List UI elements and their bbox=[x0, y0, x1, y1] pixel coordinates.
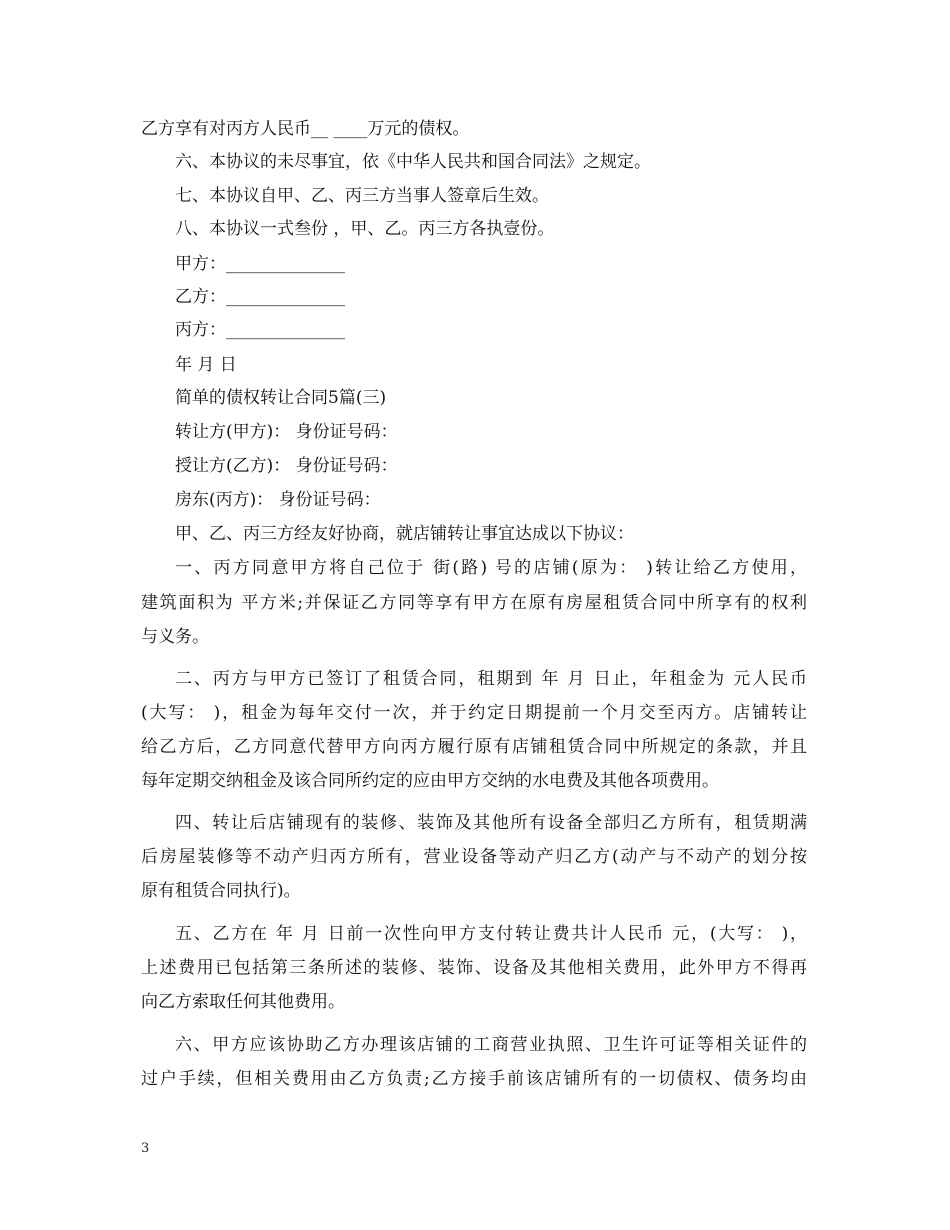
clause-5-line-3: 向乙方索取任何其他费用。 bbox=[141, 992, 345, 1012]
agreement-intro: 甲、乙、丙三方经友好协商，就店铺转让事宜达成以下协议： bbox=[175, 524, 634, 544]
page-number: 3 bbox=[141, 1141, 150, 1156]
transferee-line: 授让方(乙方)： 身份证号码： bbox=[175, 456, 398, 476]
clause-2-line-4: 每年定期交纳租金及该合同所约定的应由甲方交纳的水电费及其他各项费用。 bbox=[141, 771, 719, 791]
clause-1-line-1: 一、丙方同意甲方将自己位于 街(路) 号的店铺(原为： )转让给乙方使用， bbox=[175, 558, 807, 578]
clause-6b-line-1: 六、甲方应该协助乙方办理该店铺的工商营业执照、卫生许可证等相关证件的 bbox=[175, 1035, 807, 1055]
signature-party-c: 丙方：______________ bbox=[175, 320, 345, 340]
clause-2-line-1: 二、丙方与甲方已签订了租赁合同，租期到 年 月 日止，年租金为 元人民币 bbox=[175, 669, 807, 689]
transferor-line: 转让方(甲方)： 身份证号码： bbox=[175, 422, 398, 442]
clause-6b-line-2: 过户手续，但相关费用由乙方负责;乙方接手前该店铺所有的一切债权、债务均由 bbox=[141, 1069, 807, 1089]
clause-4-line-1: 四、转让后店铺现有的装修、装饰及其他所有设备全部归乙方所有，租赁期满 bbox=[175, 813, 807, 833]
clause-7-line: 七、本协议自甲、乙、丙三方当事人签章后生效。 bbox=[175, 186, 549, 206]
clause-1-line-2: 建筑面积为 平方米;并保证乙方同等享有甲方在原有房屋租赁合同中所享有的权利 bbox=[141, 593, 807, 613]
clause-6-line: 六、本协议的未尽事宜，依《中华人民共和国合同法》之规定。 bbox=[175, 152, 651, 172]
signature-party-b: 乙方：______________ bbox=[175, 287, 345, 307]
section-title: 简单的债权转让合同5篇(三) bbox=[175, 388, 387, 408]
clause-4-line-3: 原有租赁合同执行)。 bbox=[141, 881, 301, 901]
paragraph-line-1: 乙方享有对丙方人民币__ ____万元的债权。 bbox=[141, 119, 470, 139]
clause-5-line-1: 五、乙方在 年 月 日前一次性向甲方支付转让费共计人民币 元，(大写： )， bbox=[175, 924, 807, 944]
clause-1-line-3: 与义务。 bbox=[141, 627, 209, 647]
clause-2-line-2: (大写： )，租金为每年交付一次，并于约定日期提前一个月交至丙方。店铺转让 bbox=[141, 703, 807, 723]
date-line: 年 月 日 bbox=[175, 355, 237, 375]
clause-4-line-2: 后房屋装修等不动产归丙方所有，营业设备等动产归乙方(动产与不动产的划分按 bbox=[141, 847, 807, 867]
clause-5-line-2: 上述费用已包括第三条所述的装修、装饰、设备及其他相关费用，此外甲方不得再 bbox=[141, 958, 807, 978]
clause-8-line: 八、本协议一式叁份 ，甲、乙。丙三方各执壹份。 bbox=[175, 219, 555, 239]
clause-2-line-3: 给乙方后，乙方同意代替甲方向丙方履行原有店铺租赁合同中所规定的条款，并且 bbox=[141, 737, 807, 757]
landlord-line: 房东(丙方)： 身份证号码： bbox=[175, 490, 381, 510]
signature-party-a: 甲方：______________ bbox=[175, 254, 345, 274]
